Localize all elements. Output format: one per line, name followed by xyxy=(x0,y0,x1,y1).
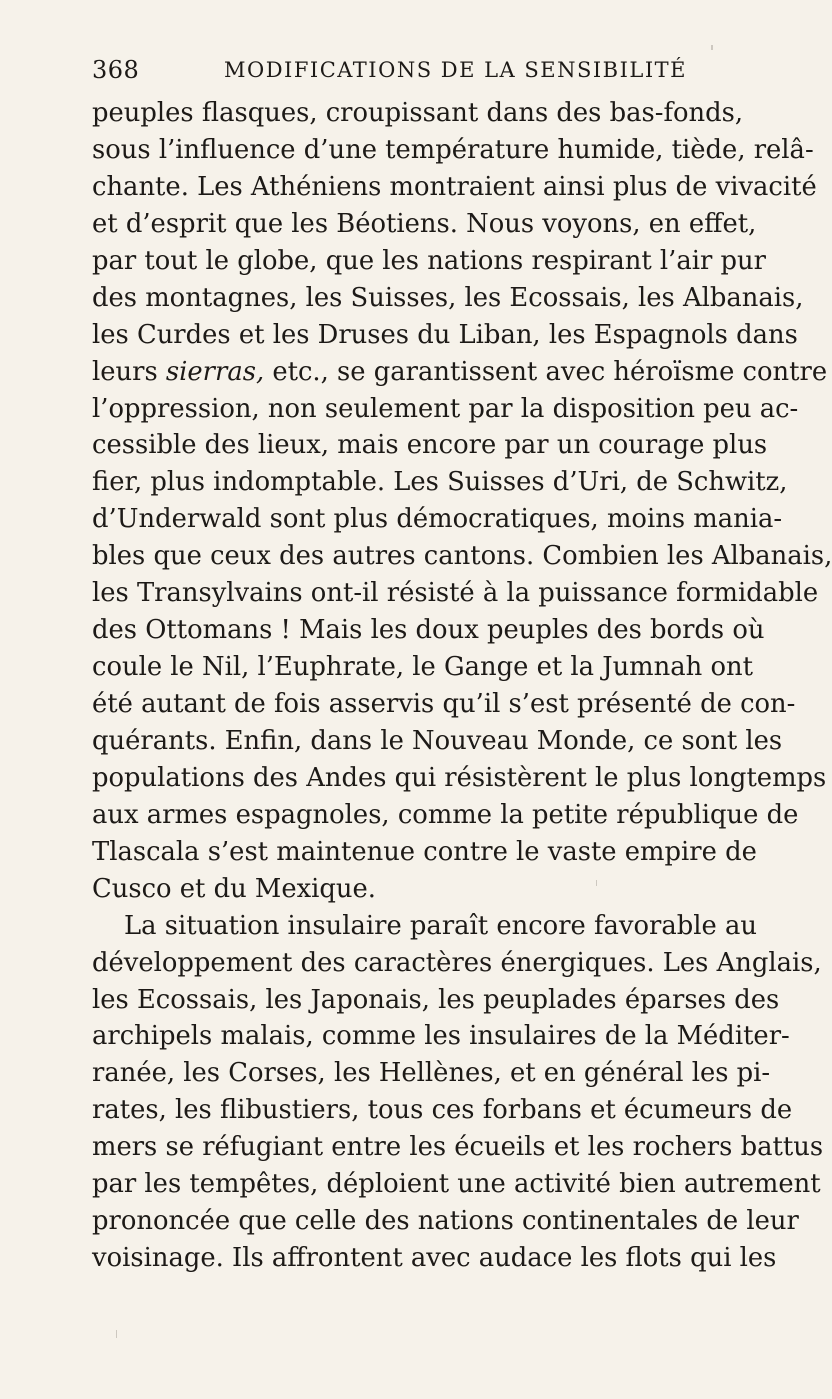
text-line: coule le Nil, l’Euphrate, le Gange et la Jumnah ont xyxy=(92,652,753,683)
text-line: Tlascala s’est maintenue contre le vaste empire de xyxy=(92,836,757,867)
text-line: peuples flasques, croupissant dans des bas-fonds, xyxy=(92,98,744,128)
text-line: développement des caractères énergiques. Les Anglais, xyxy=(92,947,822,978)
text-line: été autant de fois asservis qu’il s’est présenté de con- xyxy=(92,689,796,719)
text-line: mers se réfugiant entre les écueils et les rochers battus xyxy=(92,1132,824,1163)
page-header xyxy=(92,56,737,92)
running-title: MODIFICATIONS DE LA SENSIBILITÉ xyxy=(224,58,687,82)
text-line: chante. Les Athéniens montraient ainsi plus de vivacité xyxy=(92,171,817,202)
text-line: prononcée que celle des nations continentales de leur xyxy=(92,1206,799,1237)
body-text xyxy=(92,95,832,1277)
text-line: voisinage. Ils affrontent avec audace les flots qui les xyxy=(92,1243,777,1274)
text-line: La situation insulaire paraît encore favorable au xyxy=(124,910,757,941)
text-line: rates, les flibustiers, tous ces forbans et écumeurs de xyxy=(92,1095,793,1126)
text-line: les Transylvains ont-il résisté à la puissance formidable xyxy=(92,578,819,609)
text-line: quérants. Enfin, dans le Nouveau Monde, ce sont les xyxy=(92,725,783,756)
text-line: l’oppression, non seulement par la disposition peu ac- xyxy=(92,393,799,424)
text-line: et d’esprit que les Béotiens. Nous voyons, en effet, xyxy=(92,208,757,239)
italic-term: sierras, xyxy=(165,356,265,387)
text-line: bles que ceux des autres cantons. Combien les Albanais, xyxy=(92,541,832,572)
text-line: archipels malais, comme les insulaires de la Méditer- xyxy=(92,1021,790,1052)
text-line: ranée, les Corses, les Hellènes, et en général les pi- xyxy=(92,1058,771,1089)
text-line: des montagnes, les Suisses, les Ecossais, les Albanais, xyxy=(92,282,804,313)
paper-speck xyxy=(596,880,597,886)
text-line: des Ottomans ! Mais les doux peuples des bords où xyxy=(92,615,765,646)
text-line: d’Underwald sont plus démocratiques, moins mania- xyxy=(92,504,783,535)
text-line: par tout le globe, que les nations respirant l’air pur xyxy=(92,245,767,276)
text-line: cessible des lieux, mais encore par un courage plus xyxy=(92,430,768,461)
text-line: Cusco et du Mexique. xyxy=(92,873,377,904)
paper-speck xyxy=(711,45,713,50)
paper-speck xyxy=(116,1330,117,1338)
text-line: fier, plus indomptable. Les Suisses d’Uri, de Schwitz, xyxy=(92,467,788,498)
text-line: par les tempêtes, déploient une activité bien autrement xyxy=(92,1169,821,1200)
text-line: aux armes espagnoles, comme la petite république de xyxy=(92,799,799,830)
text-line: les Ecossais, les Japonais, les peuplades éparses des xyxy=(92,984,780,1015)
text-line: les Curdes et les Druses du Liban, les Espagnols dans xyxy=(92,319,798,350)
text-line: leurs sierras, etc., se garantissent avec héroïsme contre xyxy=(92,356,828,387)
text-line: sous l’influence d’une température humide, tiède, relâ- xyxy=(92,134,814,165)
page-number: 368 xyxy=(92,56,140,84)
text-line: populations des Andes qui résistèrent le plus longtemps xyxy=(92,762,827,793)
